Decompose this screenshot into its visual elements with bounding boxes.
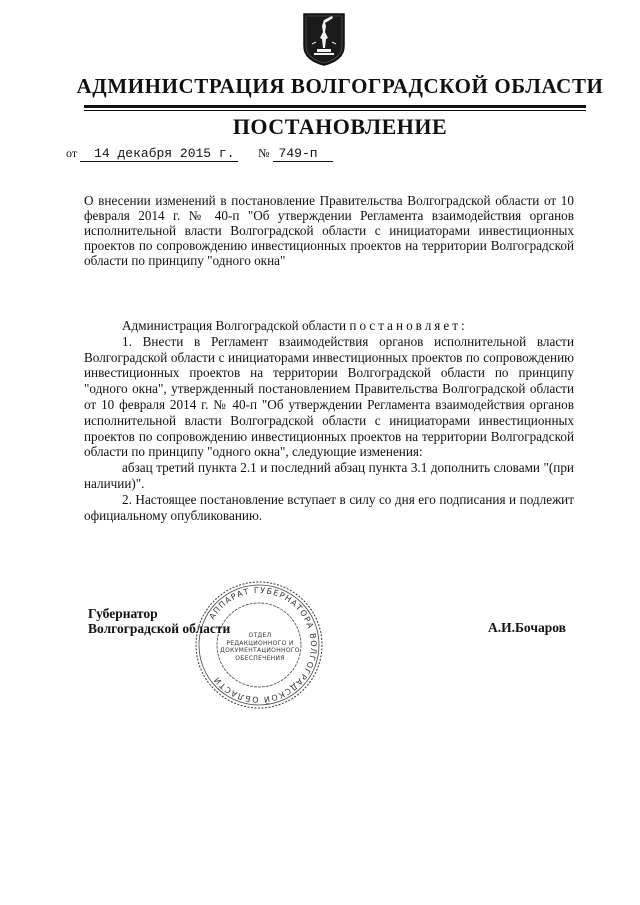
- stamp-inner-line: РЕДАКЦИОННОГО И: [226, 639, 294, 647]
- stamp-inner-line: ОБЕСПЕЧЕНИЯ: [235, 654, 285, 662]
- document-subject: О внесении изменений в постановление Правительства Волгоградской области от 10 февраля 2014 г. № 40-п "Об утверждении Регламента взаимодействия органов исполнительной власти Волгоградской области с инициаторами инвестиционных проектов по сопровождению инвестиционных проектов на территории Волгоградской области по принципу "одного окна": [84, 193, 574, 268]
- signatory-position-line1: Губернатор: [88, 606, 158, 621]
- signatory-position: [88, 606, 230, 636]
- document-type-title: ПОСТАНОВЛЕНИЕ: [232, 114, 448, 139]
- date-prefix: от: [66, 146, 78, 160]
- stamp-outer-text: АППАРАТ ГУБЕРНАТОРА ВОЛГОГРАДСКОЙ ОБЛАСТИ: [207, 585, 319, 705]
- volgograd-coat-of-arms-icon: [302, 12, 346, 66]
- signatory-position-line2: Волгоградской области: [88, 621, 231, 636]
- item-1: 1. Внести в Регламент взаимодействия органов исполнительной власти Волгоградской области с инициаторами инвестиционных проектов по сопровождению инвестиционных проектов на территории Волгоградской области по принципу "одного окна", утвержденный постановлением Правительства Волгоградской области от 10 февраля 2014 г. № 40-п "Об утверждении Регламента взаимодействия органов исполнительной власти Волгоградской области с инициаторами инвестиционных проектов по сопровождению инвестиционных проектов на территории Волгоградской области по принципу "одного окна", следующие изменения:: [84, 333, 574, 460]
- header-divider-thick: [84, 105, 586, 108]
- signatory-name: А.И.Бочаров: [488, 620, 566, 635]
- preamble-lead: Администрация Волгоградской области: [122, 318, 347, 333]
- document-meta: [66, 146, 333, 162]
- document-number: 749-п: [273, 147, 333, 162]
- stamp-inner-text: [218, 632, 302, 662]
- number-prefix: №: [258, 146, 270, 160]
- stamp-inner-line: ОТДЕЛ: [248, 632, 272, 639]
- preamble-action: постановляет:: [349, 318, 468, 333]
- document-body: [84, 318, 574, 523]
- item-1-change: абзац третий пункта 2.1 и последний абзац пункта 3.1 дополнить словами "(при наличии)".: [84, 460, 574, 491]
- item-2: 2. Настоящее постановление вступает в силу со дня его подписания и подлежит официальному опубликованию.: [84, 491, 574, 523]
- preamble: [84, 318, 574, 334]
- header-divider-thin: [84, 110, 586, 111]
- organization-title: АДМИНИСТРАЦИЯ ВОЛГОГРАДСКОЙ ОБЛАСТИ: [76, 74, 604, 98]
- stamp-inner-line: ДОКУМЕНТАЦИОННОГО: [220, 647, 300, 654]
- document-date: 14 декабря 2015 г.: [80, 147, 238, 162]
